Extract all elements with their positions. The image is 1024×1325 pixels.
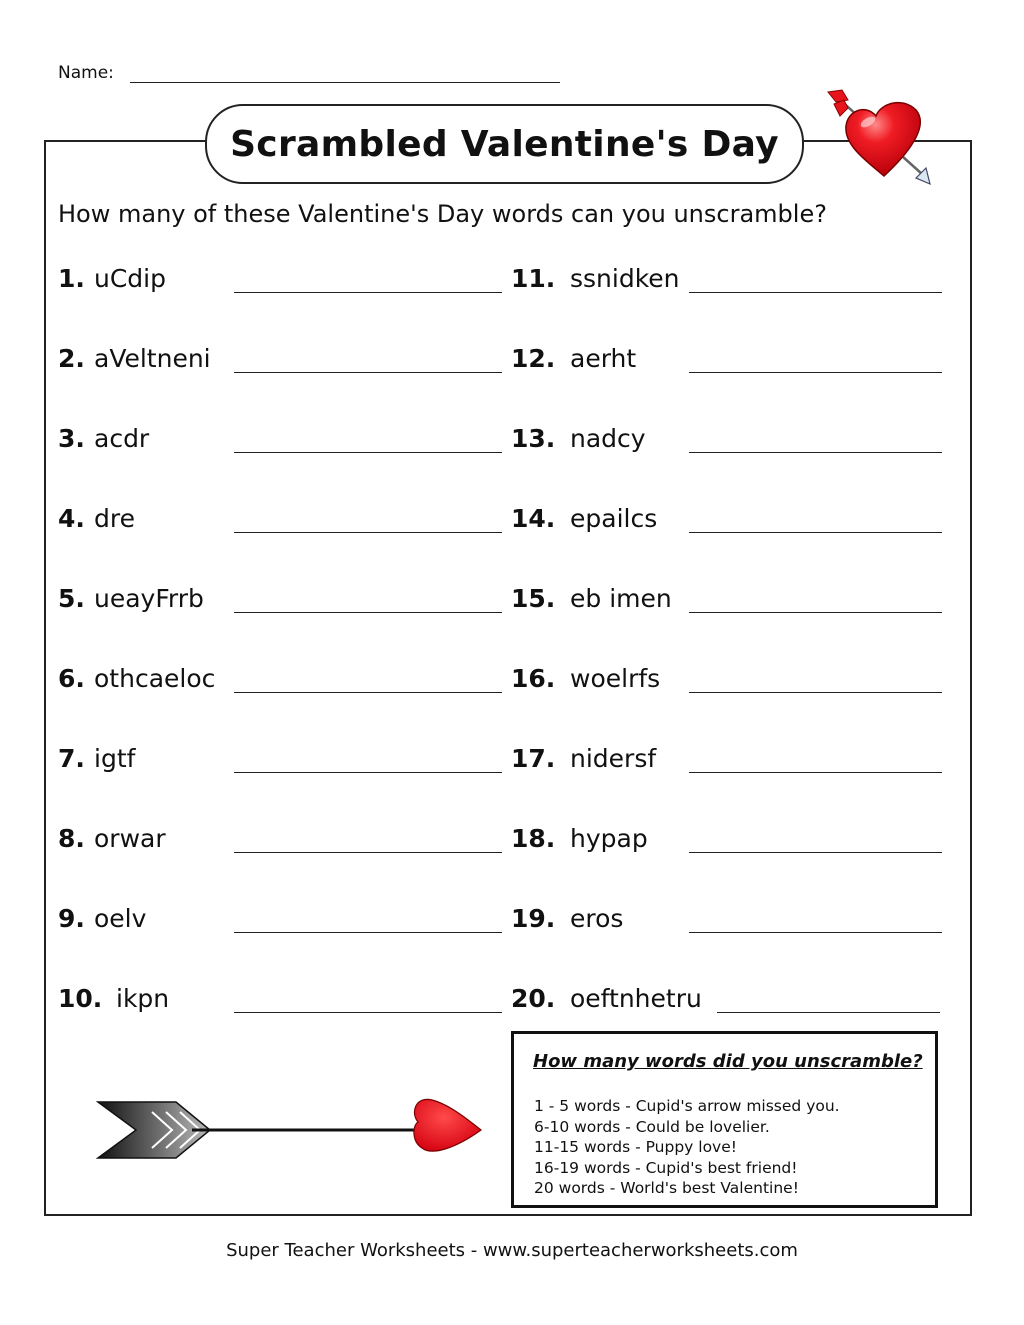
- answer-line[interactable]: [234, 1012, 502, 1013]
- item-number: 19.: [511, 904, 556, 933]
- item-number: 5.: [58, 584, 85, 613]
- answer-line[interactable]: [234, 292, 502, 293]
- item-number: 20.: [511, 984, 556, 1013]
- item-number: 7.: [58, 744, 85, 773]
- scrambled-word: ssnidken: [570, 264, 680, 293]
- scrambled-word: nidersf: [570, 744, 657, 773]
- answer-line[interactable]: [234, 692, 502, 693]
- scrambled-word: epailcs: [570, 504, 658, 533]
- score-level: 6-10 words - Could be lovelier.: [534, 1117, 770, 1136]
- score-level: 16-19 words - Cupid's best friend!: [534, 1158, 798, 1177]
- scrambled-word: aVeltneni: [94, 344, 211, 373]
- scrambled-word: woelrfs: [570, 664, 661, 693]
- page-title: Scrambled Valentine's Day: [230, 123, 779, 165]
- scrambled-word: dre: [94, 504, 135, 533]
- scrambled-word: eb imen: [570, 584, 672, 613]
- score-level: 11-15 words - Puppy love!: [534, 1138, 737, 1156]
- item-number: 16.: [511, 664, 556, 693]
- name-line[interactable]: [130, 82, 560, 83]
- answer-line[interactable]: [234, 772, 502, 773]
- answer-line[interactable]: [717, 1012, 940, 1013]
- answer-line[interactable]: [234, 532, 502, 533]
- item-number: 15.: [511, 584, 556, 613]
- answer-line[interactable]: [234, 452, 502, 453]
- answer-line[interactable]: [234, 612, 502, 613]
- item-number: 1.: [58, 264, 85, 293]
- answer-line[interactable]: [689, 852, 942, 853]
- footer-credit: Super Teacher Worksheets - www.superteacherworksheets.com: [226, 1240, 798, 1261]
- scrambled-word: nadcy: [570, 424, 646, 453]
- score-level: 1 - 5 words - Cupid's arrow missed you.: [534, 1097, 840, 1115]
- answer-line[interactable]: [689, 692, 942, 693]
- answer-line[interactable]: [689, 292, 942, 293]
- answer-line[interactable]: [234, 932, 502, 933]
- scrambled-word: igtf: [94, 744, 136, 773]
- scrambled-word: ikpn: [116, 984, 170, 1013]
- scrambled-word: acdr: [94, 424, 150, 453]
- item-number: 13.: [511, 424, 556, 453]
- item-number: 8.: [58, 824, 85, 853]
- item-number: 10.: [58, 984, 103, 1013]
- item-number: 9.: [58, 904, 85, 933]
- name-label: Name:: [58, 63, 114, 83]
- item-number: 3.: [58, 424, 85, 453]
- title-pill: [205, 104, 804, 184]
- scrambled-word: ueayFrrb: [94, 584, 204, 613]
- score-level: 20 words - World's best Valentine!: [534, 1179, 799, 1197]
- answer-line[interactable]: [689, 612, 942, 613]
- item-number: 12.: [511, 344, 556, 373]
- answer-line[interactable]: [689, 772, 942, 773]
- scrambled-word: aerht: [570, 344, 637, 373]
- scrambled-word: hypap: [570, 824, 648, 853]
- item-number: 18.: [511, 824, 556, 853]
- item-number: 4.: [58, 504, 85, 533]
- answer-line[interactable]: [234, 852, 502, 853]
- item-number: 14.: [511, 504, 556, 533]
- scrambled-word: uCdip: [94, 264, 166, 293]
- item-number: 2.: [58, 344, 85, 373]
- scrambled-word: oeftnhetru: [570, 984, 702, 1013]
- score-box: [511, 1031, 938, 1208]
- answer-line[interactable]: [689, 932, 942, 933]
- item-number: 17.: [511, 744, 556, 773]
- answer-line[interactable]: [689, 532, 942, 533]
- instructions: How many of these Valentine's Day words can you unscramble?: [58, 200, 827, 228]
- item-number: 6.: [58, 664, 85, 693]
- answer-line[interactable]: [689, 372, 942, 373]
- arrow-with-heart-icon: [96, 1090, 488, 1170]
- scrambled-word: oelv: [94, 904, 147, 933]
- scrambled-word: orwar: [94, 824, 166, 853]
- answer-line[interactable]: [689, 452, 942, 453]
- scrambled-word: othcaeloc: [94, 664, 216, 693]
- score-levels: [534, 1096, 840, 1199]
- scrambled-word: eros: [570, 904, 624, 933]
- item-number: 11.: [511, 264, 556, 293]
- heart-with-arrow-icon: [818, 86, 938, 190]
- score-box-title: How many words did you unscramble?: [533, 1051, 923, 1072]
- answer-line[interactable]: [234, 372, 502, 373]
